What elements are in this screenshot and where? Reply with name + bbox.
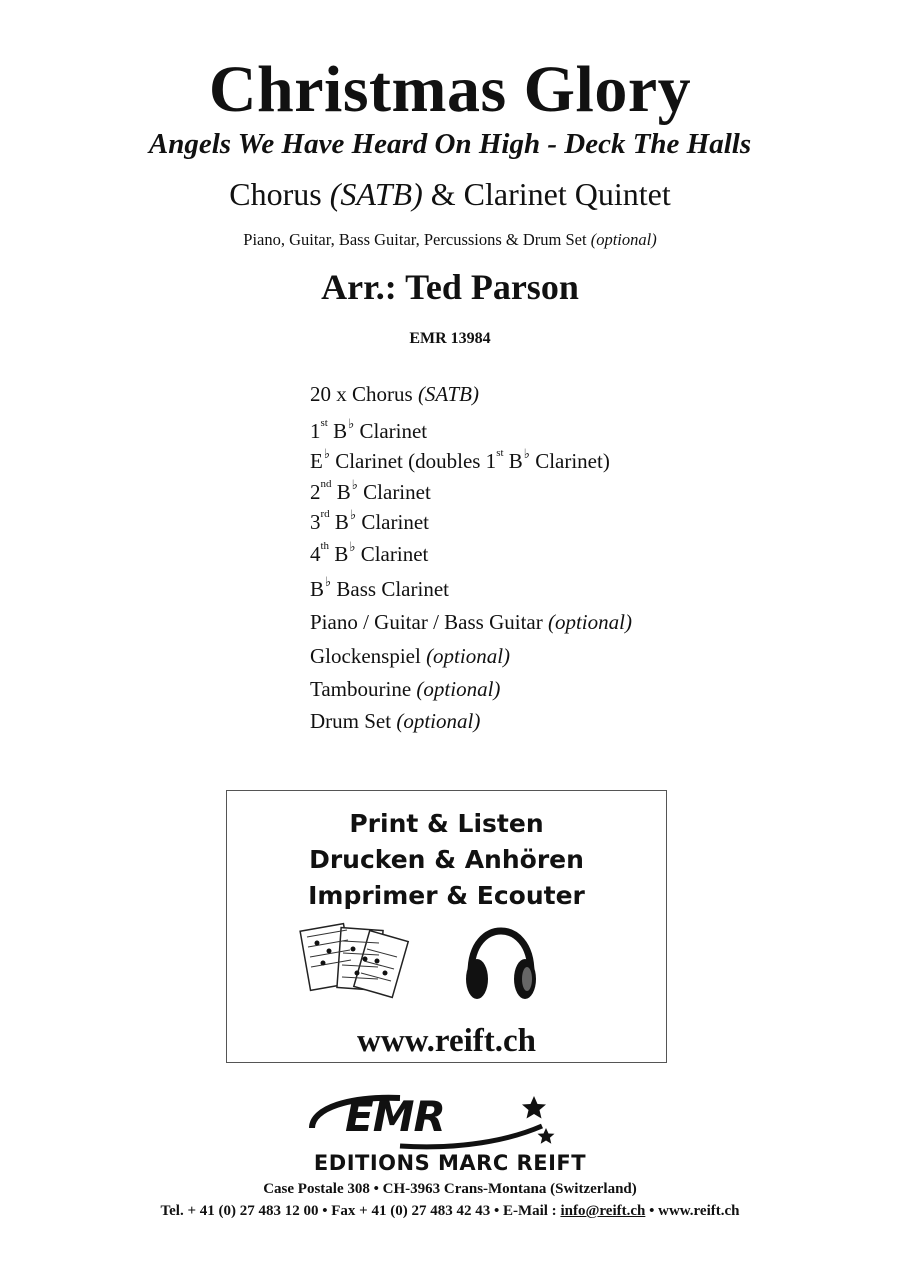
print-listen-box[interactable] (226, 790, 667, 1063)
part-clarinet-2: 2nd B♭ Clarinet (310, 477, 431, 504)
promo-line-en: Print & Listen (349, 809, 544, 838)
part-eflat-clarinet: E♭ Clarinet (doubles 1st B♭ Clarinet) (310, 446, 610, 473)
score-title: Christmas Glory (208, 53, 692, 126)
website-link[interactable]: www.reift.ch (356, 1023, 537, 1059)
score-subtitle: Angels We Have Heard On High - Deck The Halls (148, 128, 752, 160)
email-link[interactable]: info@reift.ch (560, 1203, 646, 1219)
logo-publisher-name: EDITIONS MARC REIFT (313, 1151, 587, 1175)
headphones-icon (463, 925, 539, 1005)
part-clarinet-3: 3rd B♭ Clarinet (310, 507, 429, 534)
footer-contact: Tel. + 41 (0) 27 483 12 00 • Fax + 41 (0) 27 483 42 43 • E-Mail : info@reift.ch • www.reift.ch (160, 1203, 740, 1219)
part-clarinet-4: 4th B♭ Clarinet (310, 539, 429, 566)
part-glockenspiel: Glockenspiel (optional) (310, 644, 511, 668)
part-tambourine: Tambourine (optional) (310, 677, 501, 701)
scoring-line: Chorus (SATB) & Clarinet Quintet (229, 176, 671, 212)
emr-logo (250, 1088, 650, 1178)
logo-swoosh (250, 1088, 650, 1152)
catalog-number: EMR 13984 (409, 330, 491, 347)
arranger: Arr.: Ted Parson (321, 267, 579, 307)
star-icon (538, 1128, 555, 1144)
optional-instruments: Piano, Guitar, Bass Guitar, Percussions & Drum Set (optional) (243, 230, 657, 249)
promo-line-de: Drucken & Anhören (309, 845, 584, 874)
part-drum-set: Drum Set (optional) (310, 709, 481, 733)
star-icon (522, 1096, 546, 1119)
part-clarinet-1: 1st B♭ Clarinet (310, 416, 428, 443)
part-bass-clarinet: B♭ Bass Clarinet (310, 574, 449, 601)
promo-line-fr: Imprimer & Ecouter (308, 881, 585, 910)
footer-address: Case Postale 308 • CH-3963 Crans-Montana (Switzerland) (263, 1181, 637, 1197)
part-piano-guitar: Piano / Guitar / Bass Guitar (optional) (310, 610, 632, 634)
sheet-music-icon (299, 921, 411, 1001)
part-chorus: 20 x Chorus (SATB) (310, 382, 479, 406)
logo-mark: EMR (345, 1092, 445, 1141)
